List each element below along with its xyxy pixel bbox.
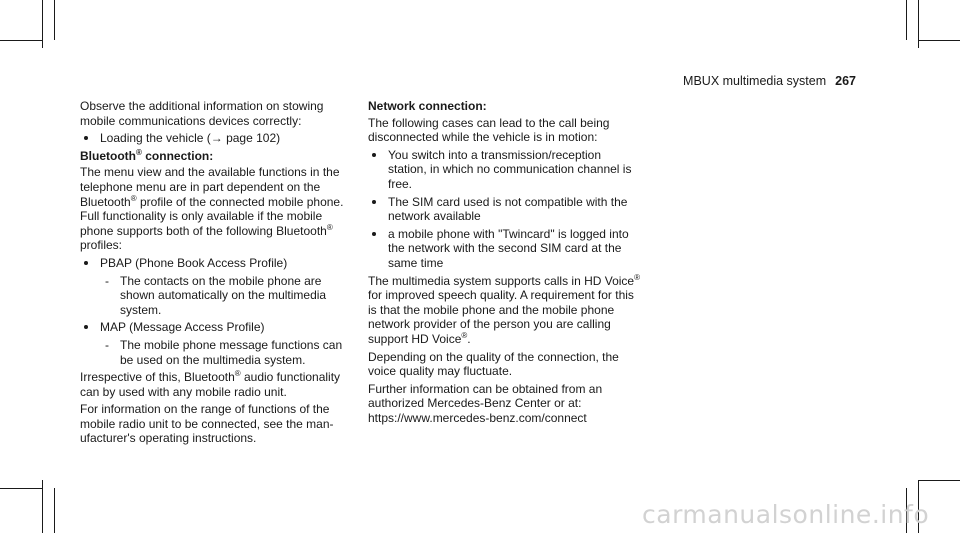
running-header (683, 74, 856, 88)
paragraph-further-information: Further information can be obtained from an authorized Mercedes-Benz Center or at: https://www.mercedes-benz.com/connect (368, 381, 603, 425)
crop-mark-bottom-right-horizontal (918, 480, 960, 481)
paragraph-hd-voice: The multimedia system supports calls in HD Voice® for improved speech quality. A requirement for this is that the mobile phone and the mobile phone network provider of the person you are calling support HD Voice®. (368, 272, 641, 346)
bullet-loading-vehicle: Loading the vehicle (→ page 102) (80, 131, 352, 146)
dash-message-functions: - The mobile phone message functions can be used on the multimedia system. (80, 338, 352, 367)
crop-mark-top-left-horizontal (0, 40, 43, 41)
paragraph-disconnect-cases: The following cases can lead to the call being disconnected while the vehicle is in motion: (368, 115, 610, 145)
paragraph-stowing: Observe the additional information on stowing mobile communications devices correctly: (80, 99, 324, 128)
bullet-sim-card: The SIM card used is not compatible with the network available (368, 195, 643, 224)
heading-bluetooth-connection: Bluetooth® connection: (80, 147, 214, 163)
bullet-twincard: a mobile phone with "Twincard" is logged into the network with the second SIM card at the same time (368, 227, 643, 271)
right-column (368, 99, 643, 428)
crop-mark-top-left-vertical-inner (54, 0, 55, 40)
left-column (80, 99, 352, 449)
crop-mark-bottom-left-vertical-inner (54, 488, 55, 533)
bullet-pbap: PBAP (Phone Book Access Profile) (80, 256, 352, 271)
bullet-map: MAP (Message Access Profile) (80, 320, 352, 335)
bullet-transmission-station: You switch into a transmission/reception station, in which no communication channel is free. (368, 148, 643, 192)
registered-mark: ® (136, 147, 142, 157)
crop-mark-top-right-vertical (906, 0, 907, 40)
crop-mark-bottom-left-horizontal (0, 488, 43, 489)
watermark: carmanualsonline.info (642, 500, 930, 529)
section-title: MBUX multimedia system (683, 74, 827, 88)
paragraph-voice-quality: Depending on the quality of the connection, the voice quality may fluctuate. (368, 349, 619, 379)
page-number: 267 (835, 74, 856, 88)
dash-contacts: - The contacts on the mobile phone are shown automatically on the multimedia system. (80, 274, 352, 318)
paragraph-menu-view: The menu view and the available functions in the telephone menu are in part dependent on the Bluetooth® profile of the connected mobile phone. Full functionality is only available if the mobile phone supports both of the following Bluetooth® profiles: (80, 165, 344, 253)
paragraph-audio-functionality: Irrespective of this, Bluetooth® audio functionality can by used with any mobile radio unit. (80, 369, 341, 399)
paragraph-range-of-functions: For information on the range of functions of the mobile radio unit to be connected, see the manufacturer's operating instructions. (80, 402, 334, 446)
heading-network-connection: Network connection: (368, 99, 487, 113)
crop-mark-top-right-horizontal (918, 40, 960, 41)
